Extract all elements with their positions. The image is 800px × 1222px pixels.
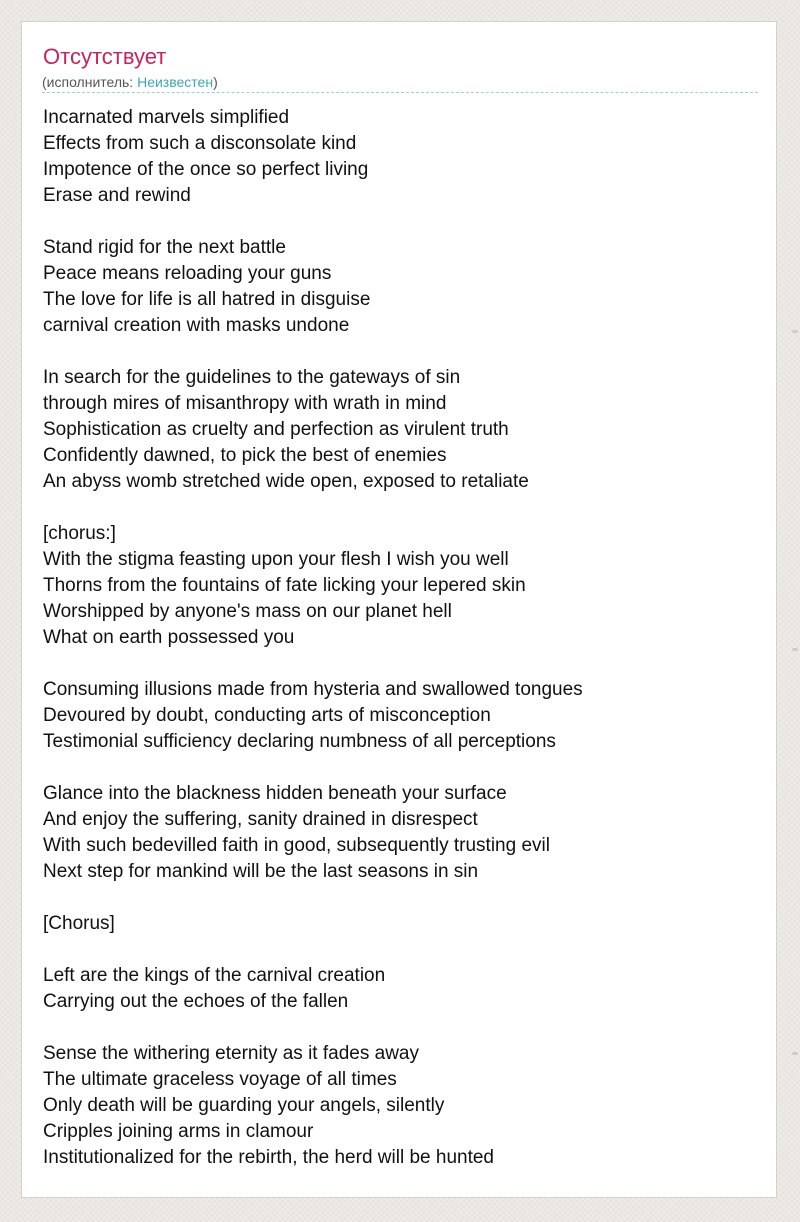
lyric-line: Institutionalized for the rebirth, the herd will be hunted bbox=[43, 1147, 494, 1168]
stanza-break bbox=[43, 651, 763, 677]
stanza-break bbox=[43, 937, 763, 963]
stanza-break bbox=[43, 755, 763, 781]
lyric-line: Stand rigid for the next battle bbox=[43, 237, 286, 258]
lyric-line: Worshipped by anyone's mass on our planet hell bbox=[43, 601, 452, 622]
lyric-line: Confidently dawned, to pick the best of enemies bbox=[43, 445, 447, 466]
lyric-line: Testimonial sufficiency declaring numbness of all perceptions bbox=[43, 731, 556, 752]
lyric-line: Devoured by doubt, conducting arts of misconception bbox=[43, 705, 491, 726]
lyric-line: Erase and rewind bbox=[43, 185, 191, 206]
lyric-line: Only death will be guarding your angels, silently bbox=[43, 1095, 445, 1116]
lyric-line: Sophistication as cruelty and perfection as virulent truth bbox=[43, 419, 509, 440]
lyric-line: With such bedevilled faith in good, subsequently trusting evil bbox=[43, 835, 550, 856]
stanza-break bbox=[43, 885, 763, 911]
lyrics-body bbox=[43, 105, 763, 1171]
stanza-break bbox=[43, 495, 763, 521]
lyric-line: The love for life is all hatred in disguise bbox=[43, 289, 371, 310]
lyric-line: Thorns from the fountains of fate licking your lepered skin bbox=[43, 575, 526, 596]
lyric-line: Left are the kings of the carnival creation bbox=[43, 965, 386, 986]
lyric-line: through mires of misanthropy with wrath in mind bbox=[43, 393, 447, 414]
artist-suffix: ) bbox=[213, 74, 218, 90]
stanza-break bbox=[43, 1015, 763, 1041]
stanza-break bbox=[43, 209, 763, 235]
lyric-line: Glance into the blackness hidden beneath your surface bbox=[43, 783, 507, 804]
lyric-line: Peace means reloading your guns bbox=[43, 263, 332, 284]
background-texture-mark bbox=[792, 648, 798, 651]
lyric-line: What on earth possessed you bbox=[43, 627, 295, 648]
lyric-line: Carrying out the echoes of the fallen bbox=[43, 991, 349, 1012]
lyric-line: With the stigma feasting upon your flesh I wish you well bbox=[43, 549, 509, 570]
lyric-line: Impotence of the once so perfect living bbox=[43, 159, 369, 180]
background-texture-mark bbox=[792, 330, 798, 333]
background-texture-mark bbox=[792, 1052, 798, 1055]
lyric-line: Sense the withering eternity as it fades away bbox=[43, 1043, 419, 1064]
lyric-line: Effects from such a disconsolate kind bbox=[43, 133, 357, 154]
lyric-line: And enjoy the suffering, sanity drained in disrespect bbox=[43, 809, 478, 830]
lyric-line: Next step for mankind will be the last seasons in sin bbox=[43, 861, 479, 882]
lyric-line: Consuming illusions made from hysteria and swallowed tongues bbox=[43, 679, 583, 700]
lyric-line: [Chorus] bbox=[43, 913, 115, 934]
title-divider bbox=[42, 92, 758, 93]
lyrics-card bbox=[21, 21, 777, 1198]
lyric-line: An abyss womb stretched wide open, exposed to retaliate bbox=[43, 471, 529, 492]
lyric-line: Incarnated marvels simplified bbox=[43, 107, 290, 128]
lyric-line: Cripples joining arms in clamour bbox=[43, 1121, 314, 1142]
lyric-line: The ultimate graceless voyage of all times bbox=[43, 1069, 397, 1090]
stanza-break bbox=[43, 339, 763, 365]
artist-line bbox=[42, 73, 218, 91]
song-title: Отсутствует bbox=[43, 44, 167, 69]
lyric-line: carnival creation with masks undone bbox=[43, 315, 350, 336]
lyric-line: [chorus:] bbox=[43, 523, 116, 544]
lyric-line: In search for the guidelines to the gateways of sin bbox=[43, 367, 461, 388]
artist-link[interactable]: Неизвестен bbox=[137, 74, 214, 90]
artist-prefix: (исполнитель: bbox=[42, 74, 138, 90]
